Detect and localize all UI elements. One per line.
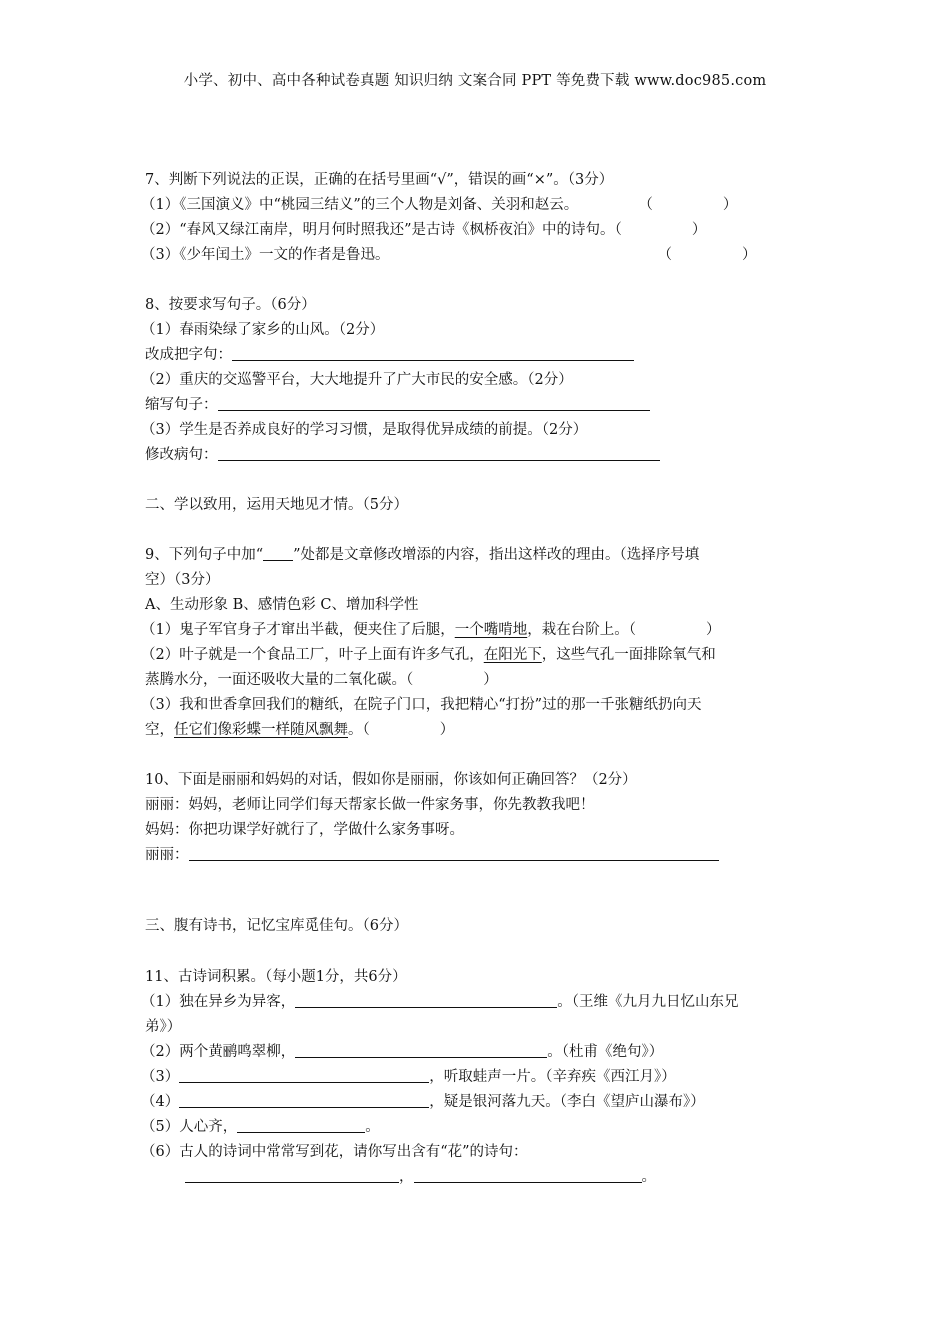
section-3-heading: 三、腹有诗书，记忆宝库觅佳句。（6分） bbox=[145, 918, 408, 934]
q10-title: 10、下面是丽丽和妈妈的对话，假如你是丽丽，你该如何正确回答？（2分） bbox=[145, 772, 637, 788]
q7-item-1: （1）《三国演义》中“桃园三结义”的三个人物是刘备、关羽和赵云。 （ ） bbox=[141, 197, 738, 213]
q11-poem-6: （6）古人的诗词中常常写到花，请你写出含有“花”的诗句： bbox=[141, 1144, 528, 1160]
q8-sentence-2: （2）重庆的交巡警平台，大大地提升了广大市民的安全感。（2分） bbox=[141, 372, 573, 388]
answer-line[interactable] bbox=[218, 445, 660, 461]
q11-poem-3: （3） ，听取蛙声一片。（辛弃疾《西江月》） bbox=[141, 1069, 676, 1085]
q11-poem-4: （4） ，疑是银河落九天。（李白《望庐山瀑布》） bbox=[141, 1094, 705, 1110]
answer-line[interactable] bbox=[232, 345, 634, 361]
answer-line[interactable] bbox=[414, 1167, 642, 1183]
answer-line[interactable] bbox=[179, 1092, 429, 1108]
q9-item-2: （2）叶子就是一个食品工厂，叶子上面有许多气孔，在阳光下，这些气孔一面排除氧气和 bbox=[141, 647, 716, 663]
q8-sentence-1: （1）春雨染绿了家乡的山风。（2分） bbox=[141, 322, 385, 338]
q7-title: 7、判断下列说法的正误，正确的在括号里画“√”，错误的画“×”。（3分） bbox=[145, 172, 614, 188]
q9-options: A、生动形象 B、感情色彩 C、增加科学性 bbox=[145, 597, 419, 613]
q11-poem-6-answers: ， 。 bbox=[185, 1167, 656, 1187]
q9-item-3: （3）我和世香拿回我们的糖纸，在院子门口，我把精心“打扮”过的那一千张糖纸扔向天 bbox=[141, 697, 702, 713]
q9-title-cont: 空）（3分） bbox=[145, 572, 220, 588]
answer-line[interactable] bbox=[218, 395, 650, 411]
answer-line[interactable] bbox=[179, 1067, 429, 1083]
page-header: 小学、初中、高中各种试卷真题 知识归纳 文案合同 PPT 等免费下载 www.doc985.com bbox=[183, 73, 767, 89]
q7-item-3: （3）《少年闰土》一文的作者是鲁迅。 （ ） bbox=[141, 247, 757, 263]
q10-dialog-2: 妈妈：你把功课学好就行了，学做什么家务事呀。 bbox=[145, 822, 464, 838]
section-2-heading: 二、学以致用，运用天地见才情。（5分） bbox=[145, 497, 408, 513]
q7-item-2: （2）“春风又绿江南岸，明月何时照我还”是古诗《枫桥夜泊》中的诗句。（ ） bbox=[141, 222, 707, 238]
q8-title: 8、按要求写句子。（6分） bbox=[145, 297, 316, 313]
answer-line[interactable] bbox=[295, 1042, 547, 1058]
q11-poem-2: （2）两个黄鹂鸣翠柳， 。（杜甫《绝句》） bbox=[141, 1044, 664, 1060]
q8-answer-1: 改成把字句： bbox=[145, 345, 634, 365]
q9-item-3-cont: 空，任它们像彩蝶一样随风飘舞。（ ） bbox=[145, 722, 455, 738]
underline-mark bbox=[263, 548, 293, 561]
q9-item-2-cont: 蒸腾水分，一面还吸收大量的二氧化碳。（ ） bbox=[145, 672, 498, 688]
q11-poem-1: （1）独在异乡为异客， 。（王维《九月九日忆山东兄 bbox=[141, 994, 739, 1010]
q8-sentence-3: （3）学生是否养成良好的学习习惯，是取得优异成绩的前提。（2分） bbox=[141, 422, 588, 438]
q11-poem-1-cont: 弟》） bbox=[145, 1019, 182, 1035]
q8-answer-2: 缩写句子： bbox=[145, 395, 650, 415]
answer-line[interactable] bbox=[185, 1167, 399, 1183]
answer-line[interactable] bbox=[295, 992, 557, 1008]
q9-item-1: （1）鬼子军官身子才窜出半截，便夹住了后腿，一个嘴啃地，栽在台阶上。（ ） bbox=[141, 622, 721, 638]
answer-line[interactable] bbox=[237, 1117, 365, 1133]
q8-answer-3: 修改病句： bbox=[145, 445, 660, 465]
q11-title: 11、古诗词积累。（每小题1分，共6分） bbox=[145, 969, 407, 985]
answer-line[interactable] bbox=[189, 845, 719, 861]
q11-poem-5: （5）人心齐， 。 bbox=[141, 1119, 380, 1135]
q10-answer: 丽丽： bbox=[145, 845, 719, 865]
q9-title: 9、下列句子中加“ ”处都是文章修改增添的内容，指出这样改的理由。（选择序号填 bbox=[145, 547, 700, 563]
q10-dialog-1: 丽丽：妈妈，老师让同学们每天帮家长做一件家务事，你先教教我吧！ bbox=[145, 797, 595, 813]
